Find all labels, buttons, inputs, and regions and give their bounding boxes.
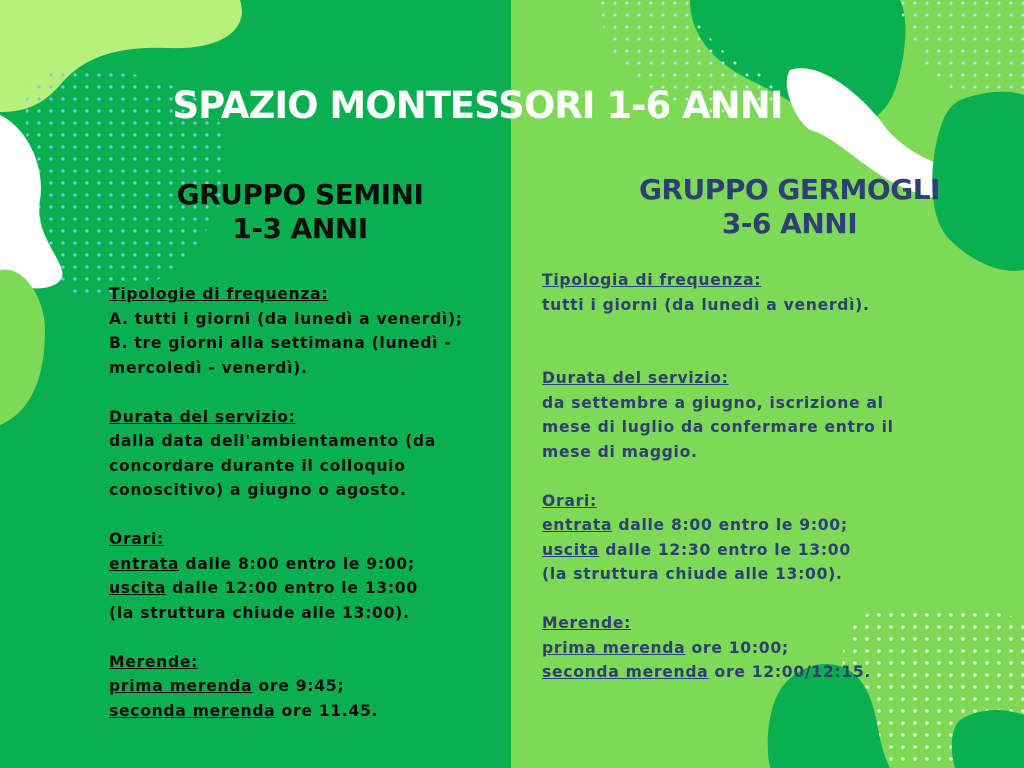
left-frequency-b2: mercoledì - venerdì). [109,358,308,377]
left-hours-heading: Orari: [109,530,164,548]
left-snack1-text: ore 9:45; [252,677,345,695]
right-exit-line [542,538,942,563]
right-duration-1: da settembre a giugno, iscrizione al [542,393,884,412]
right-column [542,268,942,685]
left-side-blob [0,270,45,425]
right-entry-line [542,513,942,538]
right-frequency-text: tutti i giorni (da lunedì a venerdì). [542,295,870,314]
left-group-name: GRUPPO SEMINI [176,178,424,211]
right-duration-2: mese di luglio da confermare entro il [542,418,894,436]
right-frequency-heading: Tipologia di frequenza: [542,271,762,289]
right-snack1-line [542,636,942,661]
right-group-title [612,173,967,241]
left-frequency-heading: Tipologie di frequenza: [109,285,329,303]
left-snack2-line [109,699,489,724]
left-group-age: 1-3 ANNI [232,212,368,245]
right-hours-heading: Orari: [542,491,597,510]
right-group-name: GRUPPO GERMOGLI [639,173,940,206]
right-group-age: 3-6 ANNI [721,207,858,240]
left-column [109,282,489,723]
left-frequency-a: A. tutti i giorni (da lunedì a venerdì); [109,309,463,328]
left-exit-text: dalle 12:00 entro le 13:00 [166,579,418,597]
right-snack1-text: ore 10:00; [685,638,789,657]
right-snack1-label: prima merenda [542,638,686,657]
right-closing: (la struttura chiude alle 13:00). [542,565,843,583]
left-snack1-label: prima merenda [109,677,253,695]
right-snack2-label: seconda merenda [542,663,709,681]
left-group-title [155,178,445,246]
right-duration-heading: Durata del servizio: [542,369,729,387]
left-duration-3: conoscitivo) a giugno o agosto. [109,481,407,499]
left-entry-line [109,552,489,577]
bottom-right-corner-blob [952,710,1024,768]
right-snack2-line [542,660,942,685]
left-exit-line [109,576,489,601]
left-snack2-text: ore 11.45. [275,701,379,720]
left-closing: (la struttura chiude alle 13:00). [109,603,410,622]
left-frequency-b1: B. tre giorni alla settimana (lunedì - [109,334,452,352]
right-exit-label: uscita [542,540,600,559]
left-entry-text: dalle 8:00 entro le 9:00; [179,554,415,573]
right-duration-3: mese di maggio. [542,442,698,461]
left-snack2-label: seconda merenda [109,701,276,720]
right-entry-text: dalle 8:00 entro le 9:00; [612,516,848,534]
right-snack2-text: ore 12:00/12:15. [708,663,872,681]
left-exit-label: uscita [109,579,167,597]
left-duration-2: concordare durante il colloquio [109,456,406,475]
right-entry-label: entrata [542,516,613,534]
left-duration-1: dalla data dell'ambientamento (da [109,432,436,450]
left-snack1-line [109,674,489,699]
left-entry-label: entrata [109,554,180,573]
right-exit-text: dalle 12:30 entro le 13:00 [599,540,851,559]
left-snacks-heading: Merende: [109,652,199,671]
page-title: SPAZIO MONTESSORI 1-6 ANNI [172,84,783,127]
left-duration-heading: Durata del servizio: [109,407,296,426]
right-snacks-heading: Merende: [542,614,632,632]
